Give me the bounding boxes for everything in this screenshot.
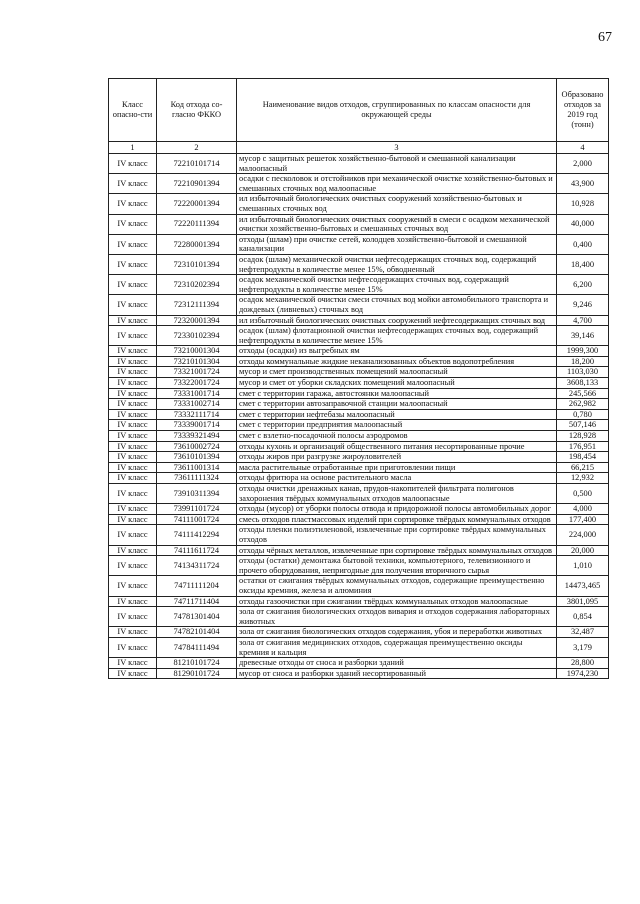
fkko-code-cell: 81290101724 <box>157 668 237 679</box>
page-number: 67 <box>598 30 612 45</box>
waste-name-cell: остатки от сжигания твёрдых коммунальных отходов, содержащие преимущественно оксиды кремния, железа и алюминия <box>237 576 557 596</box>
header-amount: Образовано отходов за 2019 год (тонн) <box>557 79 609 142</box>
hazard-class-cell: IV класс <box>109 576 157 596</box>
table-row <box>109 399 609 410</box>
column-number: 4 <box>557 142 609 154</box>
hazard-class-cell: IV класс <box>109 346 157 357</box>
waste-name-cell: смет с взлетно-посадочной полосы аэродромов <box>237 431 557 442</box>
hazard-class-cell: IV класс <box>109 388 157 399</box>
amount-cell: 18,200 <box>557 356 609 367</box>
waste-name-cell: отходы (осадки) из выгребных ям <box>237 346 557 357</box>
waste-name-cell: отходы (остатки) демонтажа бытовой техники, компьютерного, телевизионного и прочего оборудования, непригодные для получения вторичного сырья <box>237 556 557 576</box>
fkko-code-cell: 73339321494 <box>157 431 237 442</box>
fkko-code-cell: 72220001394 <box>157 194 237 214</box>
table-row <box>109 295 609 315</box>
amount-cell: 28,800 <box>557 658 609 669</box>
fkko-code-cell: 73910311394 <box>157 484 237 504</box>
header-fkko-code: Код отхода со-гласно ФККО <box>157 79 237 142</box>
table-row <box>109 607 609 627</box>
table-row <box>109 409 609 420</box>
waste-name-cell: зола от сжигания биологических отходов содержания, убоя и переработки животных <box>237 627 557 638</box>
waste-name-cell: смет с территории автозаправочной станции малоопасный <box>237 399 557 410</box>
table-row <box>109 378 609 389</box>
table-row <box>109 637 609 657</box>
column-number: 3 <box>237 142 557 154</box>
column-number: 1 <box>109 142 157 154</box>
fkko-code-cell: 73611111324 <box>157 473 237 484</box>
amount-cell: 507,146 <box>557 420 609 431</box>
hazard-class-cell: IV класс <box>109 596 157 607</box>
table-row <box>109 545 609 556</box>
table-row <box>109 315 609 326</box>
amount-cell: 245,566 <box>557 388 609 399</box>
fkko-code-cell: 72330102394 <box>157 326 237 346</box>
fkko-code-cell: 73611001314 <box>157 462 237 473</box>
amount-cell: 3801,095 <box>557 596 609 607</box>
fkko-code-cell: 73210101304 <box>157 356 237 367</box>
fkko-code-cell: 74111412294 <box>157 525 237 545</box>
amount-cell: 1103,030 <box>557 367 609 378</box>
waste-name-cell: отходы (мусор) от уборки полосы отвода и придорожной полосы автомобильных дорог <box>237 504 557 515</box>
hazard-class-cell: IV класс <box>109 484 157 504</box>
hazard-class-cell: IV класс <box>109 441 157 452</box>
hazard-class-cell: IV класс <box>109 504 157 515</box>
fkko-code-cell: 73321001724 <box>157 367 237 378</box>
table-row <box>109 576 609 596</box>
table-row <box>109 254 609 274</box>
hazard-class-cell: IV класс <box>109 473 157 484</box>
hazard-class-cell: IV класс <box>109 668 157 679</box>
hazard-class-cell: IV класс <box>109 525 157 545</box>
waste-name-cell: мусор и смет производственных помещений малоопасный <box>237 367 557 378</box>
amount-cell: 12,932 <box>557 473 609 484</box>
fkko-code-cell: 73610101394 <box>157 452 237 463</box>
table-row <box>109 275 609 295</box>
hazard-class-cell: IV класс <box>109 627 157 638</box>
hazard-class-cell: IV класс <box>109 545 157 556</box>
column-number-row <box>109 142 609 154</box>
table-row <box>109 431 609 442</box>
fkko-code-cell: 72220111394 <box>157 214 237 234</box>
waste-name-cell: масла растительные отработанные при приготовлении пищи <box>237 462 557 473</box>
waste-name-cell: отходы чёрных металлов, извлеченные при сортировке твёрдых коммунальных отходов <box>237 545 557 556</box>
table-row <box>109 388 609 399</box>
amount-cell: 6,200 <box>557 275 609 295</box>
fkko-code-cell: 73332111714 <box>157 409 237 420</box>
waste-name-cell: мусор и смет от уборки складских помещений малоопасный <box>237 378 557 389</box>
waste-name-cell: смет с территории нефтебазы малоопасный <box>237 409 557 420</box>
header-waste-name: Наименование видов отходов, сгруппированных по классам опасности для окружающей среды <box>237 79 557 142</box>
header-hazard-class: Класс опасно-сти <box>109 79 157 142</box>
hazard-class-cell: IV класс <box>109 326 157 346</box>
waste-name-cell: отходы (шлам) при очистке сетей, колодцев хозяйственно-бытовой и смешанной канализации <box>237 234 557 254</box>
waste-name-cell: отходы очистки дренажных канав, прудов-накопителей фильтрата полигонов захоронения твёрдых коммунальных отходов малоопасные <box>237 484 557 504</box>
table-row <box>109 668 609 679</box>
amount-cell: 0,500 <box>557 484 609 504</box>
waste-name-cell: отходы фритюра на основе растительного масла <box>237 473 557 484</box>
amount-cell: 39,146 <box>557 326 609 346</box>
amount-cell: 177,400 <box>557 514 609 525</box>
amount-cell: 18,400 <box>557 254 609 274</box>
fkko-code-cell: 73322001724 <box>157 378 237 389</box>
table-row <box>109 452 609 463</box>
table-row <box>109 596 609 607</box>
amount-cell: 0,854 <box>557 607 609 627</box>
amount-cell: 198,454 <box>557 452 609 463</box>
waste-name-cell: зола от сжигания медицинских отходов, содержащая преимущественно оксиды кремния и кальция <box>237 637 557 657</box>
hazard-class-cell: IV класс <box>109 154 157 174</box>
fkko-code-cell: 72310101394 <box>157 254 237 274</box>
fkko-code-cell: 74784111494 <box>157 637 237 657</box>
amount-cell: 3,179 <box>557 637 609 657</box>
table-row <box>109 326 609 346</box>
amount-cell: 176,951 <box>557 441 609 452</box>
amount-cell: 1,010 <box>557 556 609 576</box>
table-body <box>109 154 609 679</box>
amount-cell: 4,700 <box>557 315 609 326</box>
fkko-code-cell: 72320001394 <box>157 315 237 326</box>
amount-cell: 3608,133 <box>557 378 609 389</box>
waste-name-cell: зола от сжигания биологических отходов вивария и отходов содержания лабораторных животных <box>237 607 557 627</box>
table-row <box>109 627 609 638</box>
amount-cell: 43,900 <box>557 174 609 194</box>
hazard-class-cell: IV класс <box>109 399 157 410</box>
waste-name-cell: смесь отходов пластмассовых изделий при сортировке твёрдых коммунальных отходов <box>237 514 557 525</box>
fkko-code-cell: 72210901394 <box>157 174 237 194</box>
hazard-class-cell: IV класс <box>109 356 157 367</box>
table-row <box>109 214 609 234</box>
hazard-class-cell: IV класс <box>109 378 157 389</box>
fkko-code-cell: 73210001304 <box>157 346 237 357</box>
table-row <box>109 556 609 576</box>
fkko-code-cell: 73610002724 <box>157 441 237 452</box>
waste-name-cell: осадок (шлам) механической очистки нефтесодержащих сточных вод, содержащий нефтепродукты в количестве менее 15%, обводненный <box>237 254 557 274</box>
fkko-code-cell: 72312111394 <box>157 295 237 315</box>
fkko-code-cell: 74782101404 <box>157 627 237 638</box>
amount-cell: 20,000 <box>557 545 609 556</box>
table-row <box>109 420 609 431</box>
table-row <box>109 356 609 367</box>
amount-cell: 128,928 <box>557 431 609 442</box>
waste-name-cell: ил избыточный биологических очистных сооружений нефтесодержащих сточных вод <box>237 315 557 326</box>
table-row <box>109 346 609 357</box>
fkko-code-cell: 73331001714 <box>157 388 237 399</box>
waste-name-cell: осадок механической очистки смеси сточных вод мойки автомобильного транспорта и дождевых (ливневых) сточных вод <box>237 295 557 315</box>
waste-name-cell: осадок механической очистки нефтесодержащих сточных вод, содержащий нефтепродукты в количестве менее 15% <box>237 275 557 295</box>
fkko-code-cell: 74111001724 <box>157 514 237 525</box>
amount-cell: 224,000 <box>557 525 609 545</box>
table-row <box>109 174 609 194</box>
amount-cell: 1999,300 <box>557 346 609 357</box>
hazard-class-cell: IV класс <box>109 452 157 463</box>
fkko-code-cell: 74711711404 <box>157 596 237 607</box>
amount-cell: 262,982 <box>557 399 609 410</box>
fkko-code-cell: 81210101724 <box>157 658 237 669</box>
fkko-code-cell: 73339001714 <box>157 420 237 431</box>
waste-table <box>108 78 609 679</box>
waste-name-cell: ил избыточный биологических очистных сооружений в смеси с осадком механической очистки хозяйственно-бытовых и смешанных сточных вод <box>237 214 557 234</box>
hazard-class-cell: IV класс <box>109 409 157 420</box>
hazard-class-cell: IV класс <box>109 637 157 657</box>
table-row <box>109 462 609 473</box>
fkko-code-cell: 72310202394 <box>157 275 237 295</box>
table-row <box>109 473 609 484</box>
table-header-row <box>109 79 609 142</box>
amount-cell: 14473,465 <box>557 576 609 596</box>
hazard-class-cell: IV класс <box>109 431 157 442</box>
amount-cell: 9,246 <box>557 295 609 315</box>
hazard-class-cell: IV класс <box>109 275 157 295</box>
hazard-class-cell: IV класс <box>109 295 157 315</box>
table-row <box>109 514 609 525</box>
amount-cell: 32,487 <box>557 627 609 638</box>
waste-name-cell: отходы кухонь и организаций общественного питания несортированные прочие <box>237 441 557 452</box>
table-row <box>109 441 609 452</box>
table-row <box>109 194 609 214</box>
fkko-code-cell: 73331002714 <box>157 399 237 410</box>
table-row <box>109 525 609 545</box>
hazard-class-cell: IV класс <box>109 234 157 254</box>
table-row <box>109 154 609 174</box>
hazard-class-cell: IV класс <box>109 556 157 576</box>
fkko-code-cell: 74111611724 <box>157 545 237 556</box>
hazard-class-cell: IV класс <box>109 315 157 326</box>
hazard-class-cell: IV класс <box>109 462 157 473</box>
waste-name-cell: ил избыточный биологических очистных сооружений хозяйственно-бытовых и смешанных сточных вод <box>237 194 557 214</box>
hazard-class-cell: IV класс <box>109 607 157 627</box>
waste-name-cell: смет с территории гаража, автостоянки малоопасный <box>237 388 557 399</box>
column-number: 2 <box>157 142 237 154</box>
amount-cell: 0,400 <box>557 234 609 254</box>
table-row <box>109 367 609 378</box>
hazard-class-cell: IV класс <box>109 214 157 234</box>
waste-name-cell: отходы жиров при разгрузке жироуловителей <box>237 452 557 463</box>
hazard-class-cell: IV класс <box>109 420 157 431</box>
table-row <box>109 504 609 515</box>
table-row <box>109 484 609 504</box>
fkko-code-cell: 73991101724 <box>157 504 237 515</box>
waste-name-cell: мусор от сноса и разборки зданий несортированный <box>237 668 557 679</box>
waste-name-cell: мусор с защитных решеток хозяйственно-бытовой и смешанной канализации малоопасный <box>237 154 557 174</box>
amount-cell: 10,928 <box>557 194 609 214</box>
amount-cell: 4,000 <box>557 504 609 515</box>
hazard-class-cell: IV класс <box>109 658 157 669</box>
amount-cell: 40,000 <box>557 214 609 234</box>
waste-name-cell: осадок (шлам) флотационной очистки нефтесодержащих сточных вод, содержащий нефтепродукты в количестве менее 15% <box>237 326 557 346</box>
waste-name-cell: отходы коммунальные жидкие неканализованных объектов водопотребления <box>237 356 557 367</box>
fkko-code-cell: 74781301404 <box>157 607 237 627</box>
hazard-class-cell: IV класс <box>109 514 157 525</box>
hazard-class-cell: IV класс <box>109 254 157 274</box>
fkko-code-cell: 74711111204 <box>157 576 237 596</box>
hazard-class-cell: IV класс <box>109 174 157 194</box>
fkko-code-cell: 72210101714 <box>157 154 237 174</box>
waste-name-cell: древесные отходы от сноса и разборки зданий <box>237 658 557 669</box>
amount-cell: 66,215 <box>557 462 609 473</box>
waste-name-cell: отходы газоочистки при сжигании твёрдых коммунальных отходов малоопасные <box>237 596 557 607</box>
fkko-code-cell: 74134311724 <box>157 556 237 576</box>
waste-name-cell: смет с территории предприятия малоопасный <box>237 420 557 431</box>
amount-cell: 0,780 <box>557 409 609 420</box>
hazard-class-cell: IV класс <box>109 194 157 214</box>
fkko-code-cell: 72280001394 <box>157 234 237 254</box>
waste-name-cell: отходы пленки полиэтиленовой, извлеченные при сортировке твёрдых коммунальных отходов <box>237 525 557 545</box>
amount-cell: 2,000 <box>557 154 609 174</box>
amount-cell: 1974,230 <box>557 668 609 679</box>
waste-name-cell: осадки с песколовок и отстойников при механической очистке хозяйственно-бытовых и смешанных сточных вод малоопасные <box>237 174 557 194</box>
hazard-class-cell: IV класс <box>109 367 157 378</box>
table-row <box>109 658 609 669</box>
table-row <box>109 234 609 254</box>
